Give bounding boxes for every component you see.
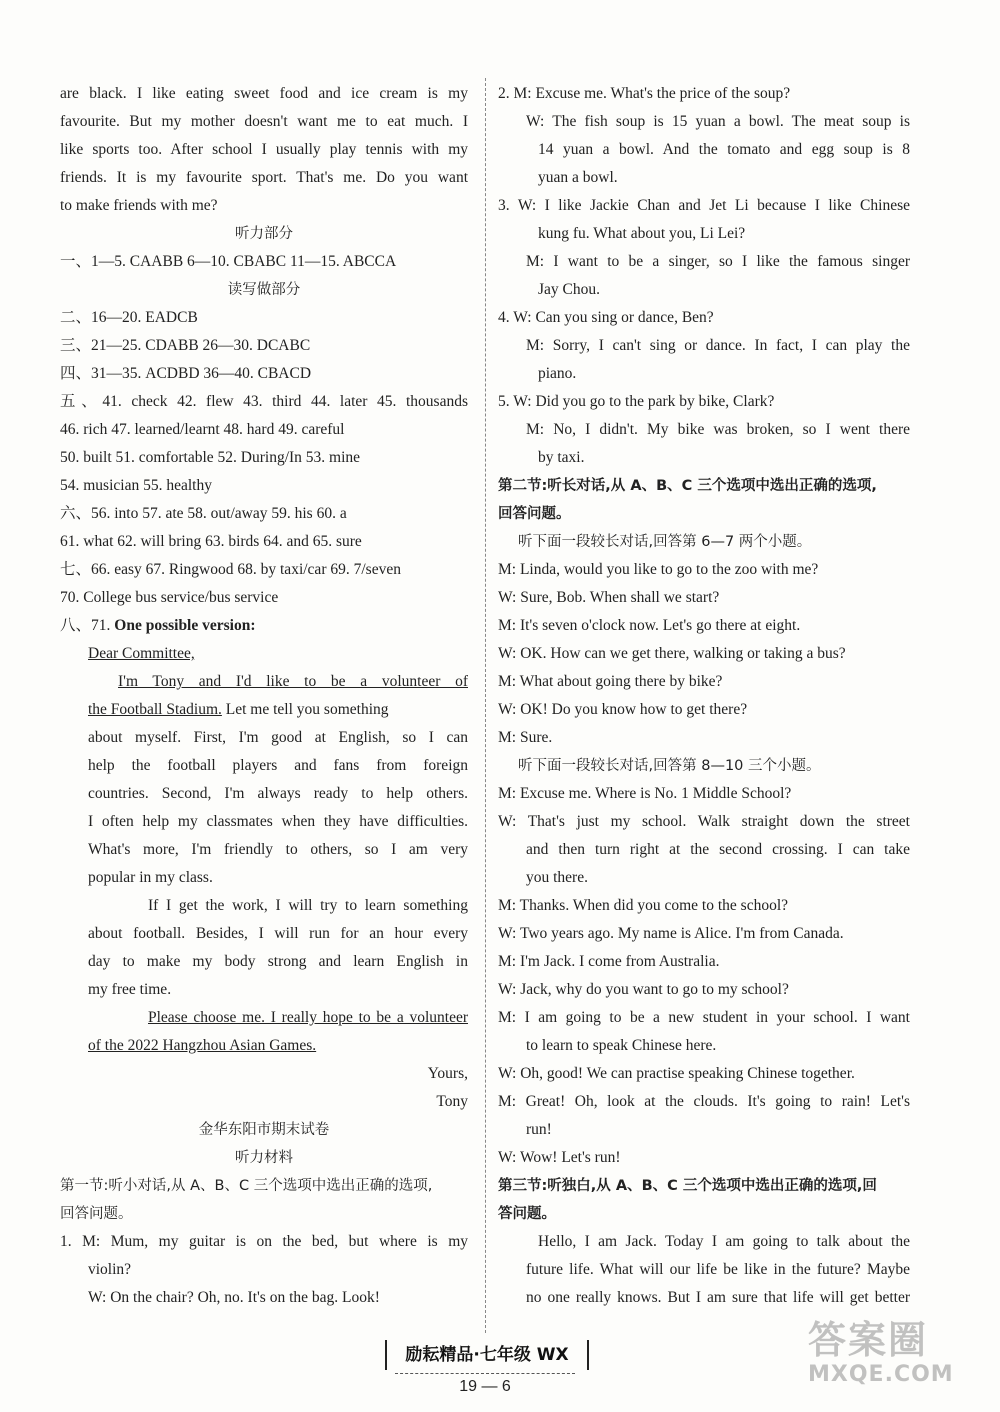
- intro-line: are black. I like eating sweet food and ice cream is my: [60, 85, 468, 102]
- dialog-2-line: M: Excuse me. Where is No. 1 Middle School?: [498, 785, 792, 802]
- dialog-2-line: W: That's just my school. Walk straight down the street: [498, 813, 910, 830]
- intro-line: like sports too. After school I usually play tennis with my: [60, 141, 468, 158]
- dialog-2-line: and then turn right at the second crossing. I can take: [526, 841, 910, 858]
- question-1-line: violin?: [88, 1261, 132, 1278]
- question-1-line: 1. M: Mum, my guitar is on the bed, but where is my: [60, 1233, 468, 1250]
- dialog-2-line: run!: [526, 1121, 552, 1138]
- question-5-line: M: No, I didn't. My bike was broken, so I went there: [526, 421, 910, 438]
- answer-part-5: 五、41. check 42. flew 43. third 44. later 45. thousands: [60, 393, 468, 410]
- question-3-line: Jay Chou.: [538, 281, 600, 298]
- answer-part-1: 一、1—5. CAABB 6—10. CBABC 11—15. ABCCA: [60, 253, 397, 270]
- letter-line: popular in my class.: [88, 869, 213, 886]
- question-1-line: W: On the chair? Oh, no. It's on the bag. Look!: [88, 1289, 380, 1306]
- letter-salutation: Dear Committee,: [88, 645, 195, 662]
- section-2-heading: 第二节:听长对话,从 A、B、C 三个选项中选出正确的选项,: [498, 478, 877, 494]
- question-2-line: 2. M: Excuse me. What's the price of the soup?: [498, 85, 791, 102]
- letter-line: my free time.: [88, 981, 172, 998]
- answer-part-2: 二、16—20. EADCB: [60, 309, 198, 326]
- dialog-2-line: W: Oh, good! We can practise speaking Chinese together.: [498, 1065, 855, 1082]
- letter-line: [60, 668, 468, 696]
- dialog-2-line: W: Two years ago. My name is Alice. I'm from Canada.: [498, 925, 844, 942]
- intro-line: to make friends with me?: [60, 197, 218, 214]
- dialog-2-line: W: Wow! Let's run!: [498, 1149, 621, 1166]
- dialog-2-line: W: Jack, why do you want to go to my school?: [498, 981, 789, 998]
- answer-part-6: 61. what 62. will bring 63. birds 64. and 65. sure: [60, 533, 362, 550]
- question-5-line: 5. W: Did you go to the park by bike, Clark?: [498, 393, 775, 410]
- page-number: 19 — 6: [459, 1378, 511, 1395]
- answer-part-7: 七、66. easy 67. Ringwood 68. by taxi/car 69. 7/seven: [60, 561, 401, 578]
- listening-heading: 听力部分: [235, 226, 293, 242]
- dialog-1-line: M: Sure.: [498, 729, 553, 746]
- left-column: [60, 80, 468, 1312]
- letter-closing: Yours,: [427, 1065, 468, 1082]
- question-3-line: kung fu. What about you, Li Lei?: [538, 225, 746, 242]
- monologue-line: future life. What will our life be like in the future? Maybe: [526, 1261, 910, 1278]
- letter-underlined-text: the Football Stadium.: [88, 701, 222, 718]
- letter-line: day to make my body strong and learn English in: [88, 953, 468, 970]
- letter-line: about myself. First, I'm good at English, so I can: [88, 729, 468, 746]
- question-4-line: 4. W: Can you sing or dance, Ben?: [498, 309, 714, 326]
- dialog-1-line: M: It's seven o'clock now. Let's go there at eight.: [498, 617, 801, 634]
- letter-line: about football. Besides, I will run for an hour every: [88, 925, 468, 942]
- sample-version-label: One possible version:: [114, 617, 256, 634]
- question-3-line: 3. W: I like Jackie Chan and Jet Li because I like Chinese: [498, 197, 910, 214]
- question-2-line: W: The fish soup is 15 yuan a bowl. The meat soup is: [526, 113, 910, 130]
- section-3-heading: 第三节:听独白,从 A、B、C 三个选项中选出正确的选项,回: [498, 1178, 877, 1194]
- reading-writing-heading: 读写做部分: [227, 282, 301, 298]
- dialog-2-line: M: Thanks. When did you come to the school?: [498, 897, 789, 914]
- answer-part-3: 三、21—25. CDABB 26—30. DCABC: [60, 337, 311, 354]
- dialog-2-line: to learn to speak Chinese here.: [526, 1037, 717, 1054]
- monologue-line: no one really knows. But I am sure that life will get better: [526, 1289, 910, 1306]
- dialog-1-line: M: Linda, would you like to go to the zoo with me?: [498, 561, 819, 578]
- dialog-2-intro: 听下面一段较长对话,回答第 8—10 三个小题。: [518, 758, 821, 774]
- section-2-heading: 回答问题。: [498, 506, 571, 522]
- letter-line: [60, 1004, 468, 1032]
- dialog-1-line: M: What about going there by bike?: [498, 673, 723, 690]
- letter-line: [60, 1032, 468, 1060]
- dialog-1-line: W: OK! Do you know how to get there?: [498, 701, 748, 718]
- letter-signature: Tony: [436, 1093, 468, 1110]
- intro-line: friends. It is my favourite sport. That's me. Do you want: [60, 169, 468, 186]
- answer-part-5: 50. built 51. comfortable 52. During/In 53. mine: [60, 449, 361, 466]
- column-divider: [485, 78, 486, 1333]
- material-title: 听力材料: [235, 1150, 293, 1166]
- part-8-prefix: 八、71.: [60, 617, 111, 634]
- answer-part-5: 46. rich 47. learned/learnt 48. hard 49. careful: [60, 421, 345, 438]
- dialog-1-line: W: Sure, Bob. When shall we start?: [498, 589, 720, 606]
- dialog-2-line: you there.: [526, 869, 588, 886]
- watermark-logo-text: 答案圈: [808, 1318, 929, 1362]
- right-column: [498, 80, 910, 1312]
- question-2-line: 14 yuan a bowl. And the tomato and egg soup is 8: [538, 141, 910, 158]
- question-5-line: by taxi.: [538, 449, 585, 466]
- letter-underlined-text: of the 2022 Hangzhou Asian Games.: [88, 1037, 317, 1054]
- answer-part-8: [60, 612, 468, 640]
- answer-part-7: 70. College bus service/bus service: [60, 589, 279, 606]
- letter-underlined-text: I'm Tony and I'd like to be a volunteer of: [118, 673, 468, 690]
- series-brand-label: 励耘精品·七年级 WX: [385, 1340, 589, 1370]
- footer-divider: [395, 1373, 575, 1374]
- letter-underlined-text: Please choose me. I really hope to be a volunteer: [148, 1009, 468, 1026]
- letter-line: I often help my classmates when they have difficulties.: [88, 813, 468, 830]
- question-3-line: M: I want to be a singer, so I like the famous singer: [526, 253, 910, 270]
- section-3-heading: 答问题。: [498, 1206, 556, 1222]
- dialog-2-line: M: Great! Oh, look at the clouds. It's going to rain! Let's: [498, 1093, 910, 1110]
- answer-part-5: 54. musician 55. healthy: [60, 477, 212, 494]
- letter-line: What's more, I'm friendly to others, so I am very: [88, 841, 468, 858]
- site-watermark: [808, 1318, 978, 1398]
- dialog-1-line: W: OK. How can we get there, walking or taking a bus?: [498, 645, 846, 662]
- intro-line: favourite. But my mother doesn't want me to eat much. I: [60, 113, 468, 130]
- question-4-line: piano.: [538, 365, 577, 382]
- dialog-2-line: M: I am going to be a new student in your school. I want: [498, 1009, 910, 1026]
- question-2-line: yuan a bowl.: [538, 169, 618, 186]
- letter-line: countries. Second, I'm always ready to help others.: [88, 785, 468, 802]
- dialog-1-intro: 听下面一段较长对话,回答第 6—7 两个小题。: [518, 534, 812, 550]
- letter-line: help the football players and fans from foreign: [88, 757, 468, 774]
- answer-part-6: 六、56. into 57. ate 58. out/away 59. his 60. a: [60, 505, 347, 522]
- letter-text: Let me tell you something: [221, 701, 389, 718]
- section-1-heading: 回答问题。: [60, 1206, 133, 1222]
- watermark-url: MXQE.COM: [808, 1362, 954, 1387]
- letter-line: If I get the work, I will try to learn something: [148, 897, 468, 914]
- monologue-line: Hello, I am Jack. Today I am going to talk about the: [538, 1233, 910, 1250]
- section-1-heading: 第一节:听小对话,从 A、B、C 三个选项中选出正确的选项,: [60, 1178, 433, 1194]
- exam-title: 金华东阳市期末试卷: [198, 1122, 330, 1138]
- question-4-line: M: Sorry, I can't sing or dance. In fact, I can play the: [526, 337, 910, 354]
- letter-line: [60, 696, 468, 724]
- dialog-2-line: M: I'm Jack. I come from Australia.: [498, 953, 720, 970]
- answer-part-4: 四、31—35. ACDBD 36—40. CBACD: [60, 365, 312, 382]
